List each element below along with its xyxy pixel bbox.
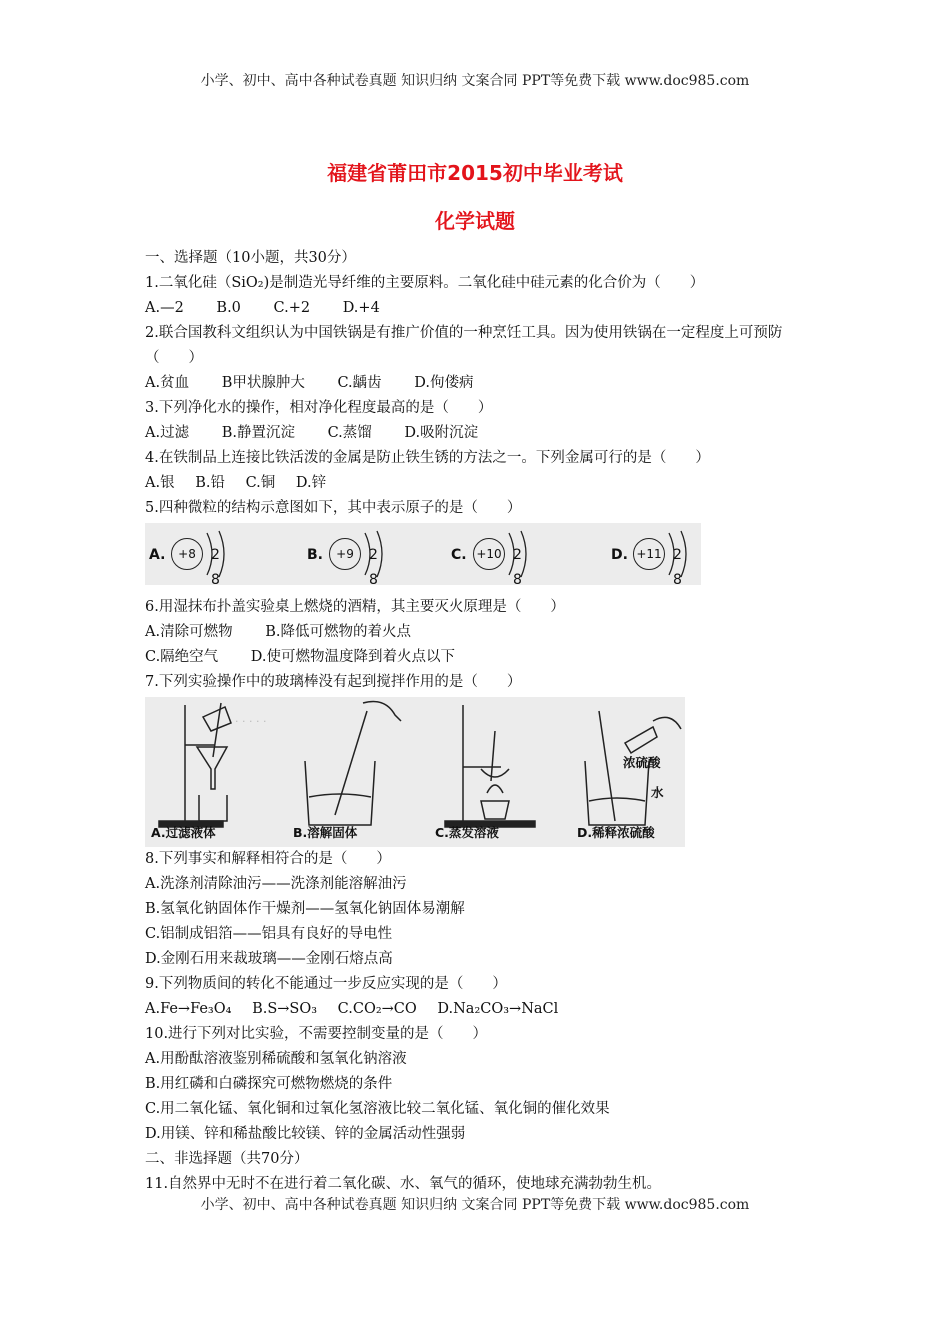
q2-options: [145, 371, 813, 396]
header-banner: 小学、初中、高中各种试卷真题 知识归纳 文案合同 PPT等免费下载 www.doc985.com: [200, 73, 750, 89]
footer-banner: 小学、初中、高中各种试卷真题 知识归纳 文案合同 PPT等免费下载 www.doc985.com: [200, 1197, 750, 1213]
q7-label-water: 水: [651, 785, 664, 800]
q3-option-b: B.静置沉淀: [221, 425, 295, 441]
q4-options: [145, 471, 813, 496]
q7-caption-d: D.稀释浓硫酸: [577, 825, 655, 840]
section-heading-2: 二、非选择题（共70分）: [145, 1151, 309, 1167]
q3-option-c: C.蒸馏: [327, 425, 372, 441]
q7-caption-c: C.蒸发溶液: [435, 825, 499, 840]
q6-option-d: D.使可燃物温度降到着火点以下: [250, 649, 456, 665]
q10-option-c: C.用二氧化锰、氧化铜和过氧化氢溶液比较二氧化锰、氧化铜的催化效果: [145, 1101, 610, 1117]
q3-option-a: A.过滤: [145, 425, 190, 441]
q8-option-a: A.洗涤剂清除油污——洗涤剂能溶解油污: [145, 876, 407, 892]
atom-d-label: D.: [611, 547, 628, 563]
q1-option-c: C.+2: [273, 300, 311, 316]
atom-b-nucleus: +9: [329, 538, 361, 570]
q9-stem: 9.下列物质间的转化不能通过一步反应实现的是（ ）: [145, 976, 507, 992]
q5-figure: [145, 523, 701, 585]
atom-d-shells: 2 8: [673, 547, 682, 585]
q5-stem: 5.四种微粒的结构示意图如下，其中表示原子的是（ ）: [145, 500, 522, 516]
q10-option-b: B.用红磷和白磷探究可燃物燃烧的条件: [145, 1076, 393, 1092]
dissolving-apparatus-icon: [305, 702, 401, 826]
q4-option-d: D.锌: [295, 475, 327, 491]
atom-a-shell-arcs: [189, 529, 229, 579]
q8-option-d: D.金刚石用来裁玻璃——金刚石熔点高: [145, 951, 393, 967]
exam-subtitle: 化学试题: [435, 209, 515, 233]
q1-options: [145, 296, 813, 321]
q7-stem: 7.下列实验操作中的玻璃棒没有起到搅拌作用的是（ ）: [145, 674, 522, 690]
q4-option-c: C.铜: [245, 475, 276, 491]
q6-options-row2: [145, 645, 813, 670]
q9-options: [145, 997, 813, 1022]
q8-stem: 8.下列事实和解释相符合的是（ ）: [145, 851, 391, 867]
q2-option-a: A.贫血: [145, 375, 190, 391]
q3-options: [145, 421, 813, 446]
filtration-apparatus-icon: [159, 703, 231, 827]
evaporation-apparatus-icon: [445, 705, 535, 827]
q2-option-b: B甲状腺肿大: [221, 375, 305, 391]
atom-c-label: C.: [451, 547, 467, 563]
q3-stem: 3.下列净化水的操作，相对净化程度最高的是（ ）: [145, 400, 493, 416]
q9-option-c: C.CO₂→CO: [337, 1001, 417, 1017]
q10-option-a: A.用酚酞溶液鉴别稀硫酸和氢氧化钠溶液: [145, 1051, 407, 1067]
atom-b-shells: 2 8: [369, 547, 378, 585]
q9-option-d: D.Na₂CO₃→NaCl: [437, 1001, 559, 1017]
q2-option-d: D.佝偻病: [414, 375, 474, 391]
q10-stem: 10.进行下列对比实验，不需要控制变量的是（ ）: [145, 1026, 488, 1042]
exam-title: 福建省莆田市2015初中毕业考试: [327, 161, 623, 185]
q4-option-b: B.铅: [195, 475, 225, 491]
q11-stem: 11.自然界中无时不在进行着二氧化碳、水、氧气的循环，使地球充满勃勃生机。: [145, 1176, 662, 1192]
atom-a-label: A.: [149, 547, 166, 563]
atom-c-shells: 2 8: [513, 547, 522, 585]
q7-caption-a: A.过滤液体: [151, 825, 216, 840]
q10-option-d: D.用镁、锌和稀盐酸比较镁、锌的金属活动性强弱: [145, 1126, 466, 1142]
q7-label-acid: 浓硫酸: [623, 755, 661, 770]
q1-option-d: D.+4: [342, 300, 380, 316]
q8-option-b: B.氢氧化钠固体作干燥剂——氢氧化钠固体易潮解: [145, 901, 465, 917]
q9-option-b: B.S→SO₃: [252, 1001, 318, 1017]
q6-options-row1: [145, 620, 813, 645]
q6-stem: 6.用湿抹布扑盖实验桌上燃烧的酒精，其主要灭火原理是（ ）: [145, 599, 565, 615]
atom-a-nucleus: +8: [171, 538, 203, 570]
q7-caption-b: B.溶解固体: [293, 825, 358, 840]
q2-option-c: C.龋齿: [337, 375, 382, 391]
atom-b-label: B.: [307, 547, 323, 563]
q3-option-d: D.吸附沉淀: [404, 425, 479, 441]
atom-d-nucleus: +11: [633, 538, 665, 570]
q9-option-a: A.Fe→Fe₃O₄: [145, 1001, 232, 1017]
atom-d-shell-arcs: [651, 529, 691, 579]
background-noise-text: · · · · ·: [235, 715, 267, 728]
q7-figure: [145, 697, 685, 847]
atom-c-nucleus: +10: [473, 538, 505, 570]
atom-b-shell-arcs: [347, 529, 387, 579]
q6-option-b: B.降低可燃物的着火点: [265, 624, 411, 640]
q1-option-b: B.0: [216, 300, 241, 316]
section-heading-1: 一、选择题（10小题，共30分）: [145, 250, 356, 266]
q6-option-a: A.清除可燃物: [145, 624, 233, 640]
q2-stem: 2.联合国教科文组织认为中国铁锅是有推广价值的一种烹饪工具。因为使用铁锅在一定程度上可预防（ ）: [145, 325, 783, 366]
atom-c-shell-arcs: [491, 529, 531, 579]
q1-stem: 1.二氧化硅（SiO₂)是制造光导纤维的主要原料。二氧化硅中硅元素的化合价为（ ）: [145, 275, 705, 291]
q4-option-a: A.银: [145, 475, 175, 491]
q4-stem: 4.在铁制品上连接比铁活泼的金属是防止铁生锈的方法之一。下列金属可行的是（ ）: [145, 450, 710, 466]
q1-option-a: A.—2: [145, 300, 184, 316]
q6-option-c: C.隔绝空气: [145, 649, 219, 665]
exam-content: [145, 246, 813, 1197]
atom-a-shells: 2 8: [211, 547, 220, 585]
q8-option-c: C.铝制成铝箔——铝具有良好的导电性: [145, 926, 393, 942]
